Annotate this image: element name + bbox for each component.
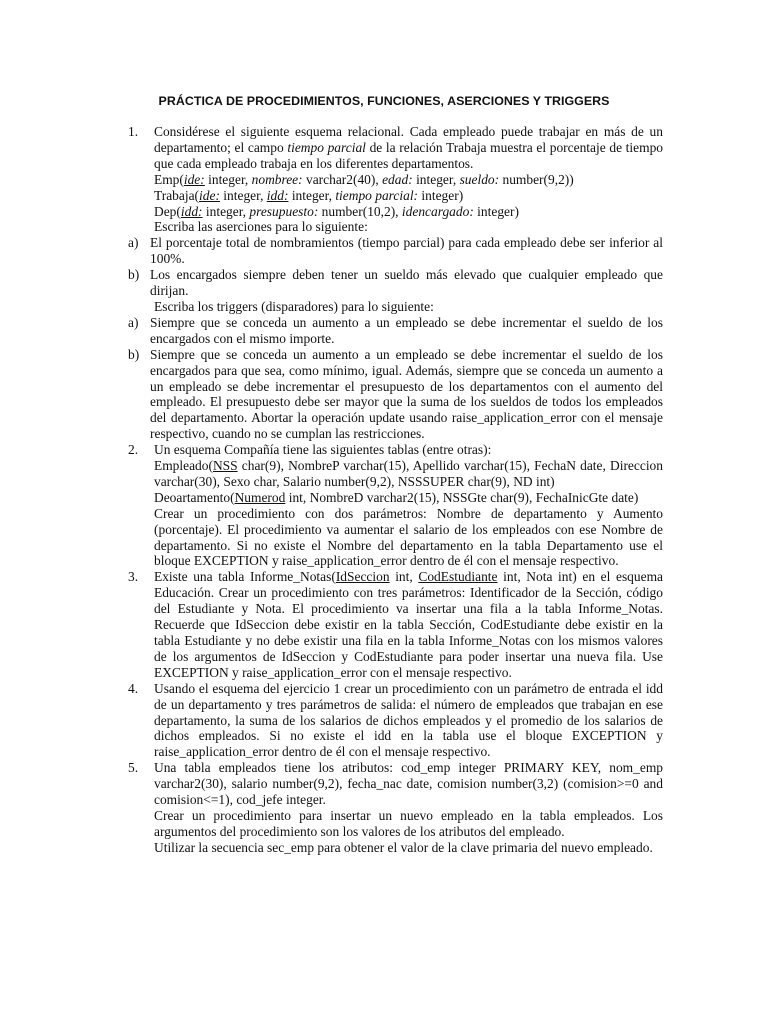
exercise-3-text: Existe una tabla Informe_Notas(IdSeccion int, CodEstudiante int, Nota int) en el esquema Educación. Crear un procedimiento con tres parámetros: Identificador de la Sección, código del Estudiante y Nota. El procedimiento va insertar una fila a la tabla Informe_Notas. Recuerde que IdSeccion debe existir en la tabla Sección, CodEstudiante debe existir en la tabla Estudiante y no debe existir una fila en la tabla Informe_Notas con los mismos valores de los argumentos de IdSeccion y CodEstudiante para poder insertar una nueva fila. Use EXCEPTION y raise_application_error con el mensaje respectivo. [154,569,664,680]
schema-empleado: Empleado(NSS char(9), NombreP varchar(15), Apellido varchar(15), FechaN date, Direccion varchar(30), Sexo char, Salario number(9,2), NSSSUPER char(9), ND int) [154,458,663,489]
exercise-list [128,124,663,856]
schema-departamento: Deoartamento(Numerod int, NombreD varchar2(15), NSSGte char(9), FechaInicGte date) [154,489,639,505]
exercise-item-2 [128,442,663,569]
exercise-4-text: Usando el esquema del ejercicio 1 crear un procedimiento con un parámetro de entrada el idd de un departamento y tres parámetros de salida: el número de empleados que trabajan en ese departamento, la suma de los salarios de dichos empleados y el promedio de los salarios de dichos empleados. Si no existe el idd en la tabla use el bloque EXCEPTION y raise_application_error dentro de él con el mensaje respectivo. [154,680,663,760]
triggers-intro: Escriba los triggers (disparadores) para lo siguiente: [154,298,434,314]
exercise-5-text-1: Una tabla empleados tiene los atributos: cod_emp integer PRIMARY KEY, nom_emp varchar2(30), salario number(9,2), fecha_nac date, comision number(3,2) (comision>=0 and comision<=1), cod_jefe integer. [154,760,663,808]
exercise-item-3 [128,569,663,680]
trigger-b: b) Siempre que se conceda un aumento a un empleado se debe incrementar el sueldo de los encargados para que sea, como mínimo, igual. Además, siempre que se conceda un aumento a un empleado se debe incrementar el presupuesto de los departamentos con el aumento del empleado. El presupuesto debe ser mayor que la suma de los sueldos de todos los empleados del departamento. Abortar la operación update usando raise_application_error con el mensaje respectivo, cuando no se cumplan las restricciones. [128,346,663,442]
asercion-a: a) El porcentaje total de nombramientos (tiempo parcial) para cada empleado debe ser inferior al 100%. [128,235,663,267]
exercise-1-intro: Considérese el siguiente esquema relacional. Cada empleado puede trabajar en más de un departamento; el campo tiempo parcial de la relación Trabaja muestra el porcentaje de tiempo que cada empleado trabaja en los diferentes departamentos. [154,124,664,171]
exercise-item-4 [128,681,663,761]
exercise-5-text-2: Crear un procedimiento para insertar un nuevo empleado en la tabla empleados. Los argumentos del procedimiento son los valores de los atributos del empleado. [154,807,663,839]
exercise-5-text-3: Utilizar la secuencia sec_emp para obtener el valor de la clave primaria del nuevo empleado. [154,839,653,855]
schema-dep: Dep(idd: integer, presupuesto: number(10,2), idencargado: integer) [154,203,519,219]
exercise-number: 1. [128,124,139,139]
trigger-a: a) Siempre que se conceda un aumento a un empleado se debe incrementar el sueldo de los encargados con el mismo importe. [128,314,663,346]
exercise-2-text: Crear un procedimiento con dos parámetros: Nombre de departamento y Aumento (porcentaje). El procedimiento va aumentar el salario de los empleados con ese Nombre de departamento. Si no existe el Nombre del departamento en la tabla Departamento use el bloque EXCEPTION y raise_application_error dentro de él con el mensaje respectivo. [154,505,663,569]
exercise-number: 4. [128,680,139,696]
schema-trabaja: Trabaja(ide: integer, idd: integer, tiempo parcial: integer) [154,187,464,203]
exercise-number: 5. [128,760,139,776]
exercise-number: 2. [128,442,139,458]
page-title: PRÁCTICA DE PROCEDIMIENTOS, FUNCIONES, ASERCIONES Y TRIGGERS [158,94,610,108]
exercise-item-5 [128,760,663,855]
aserciones-intro: Escriba las aserciones para lo siguiente: [154,219,368,235]
exercise-number: 3. [128,569,139,585]
exercise-2-intro: Un esquema Compañía tiene las siguientes tablas (entre otras): [154,442,492,458]
asercion-b: b) Los encargados siempre deben tener un sueldo más elevado que cualquier empleado que dirijan. [128,267,663,299]
schema-emp: Emp(ide: integer, nombree: varchar2(40), edad: integer, sueldo: number(9,2)) [154,171,574,187]
exercise-item-1 [128,124,663,442]
